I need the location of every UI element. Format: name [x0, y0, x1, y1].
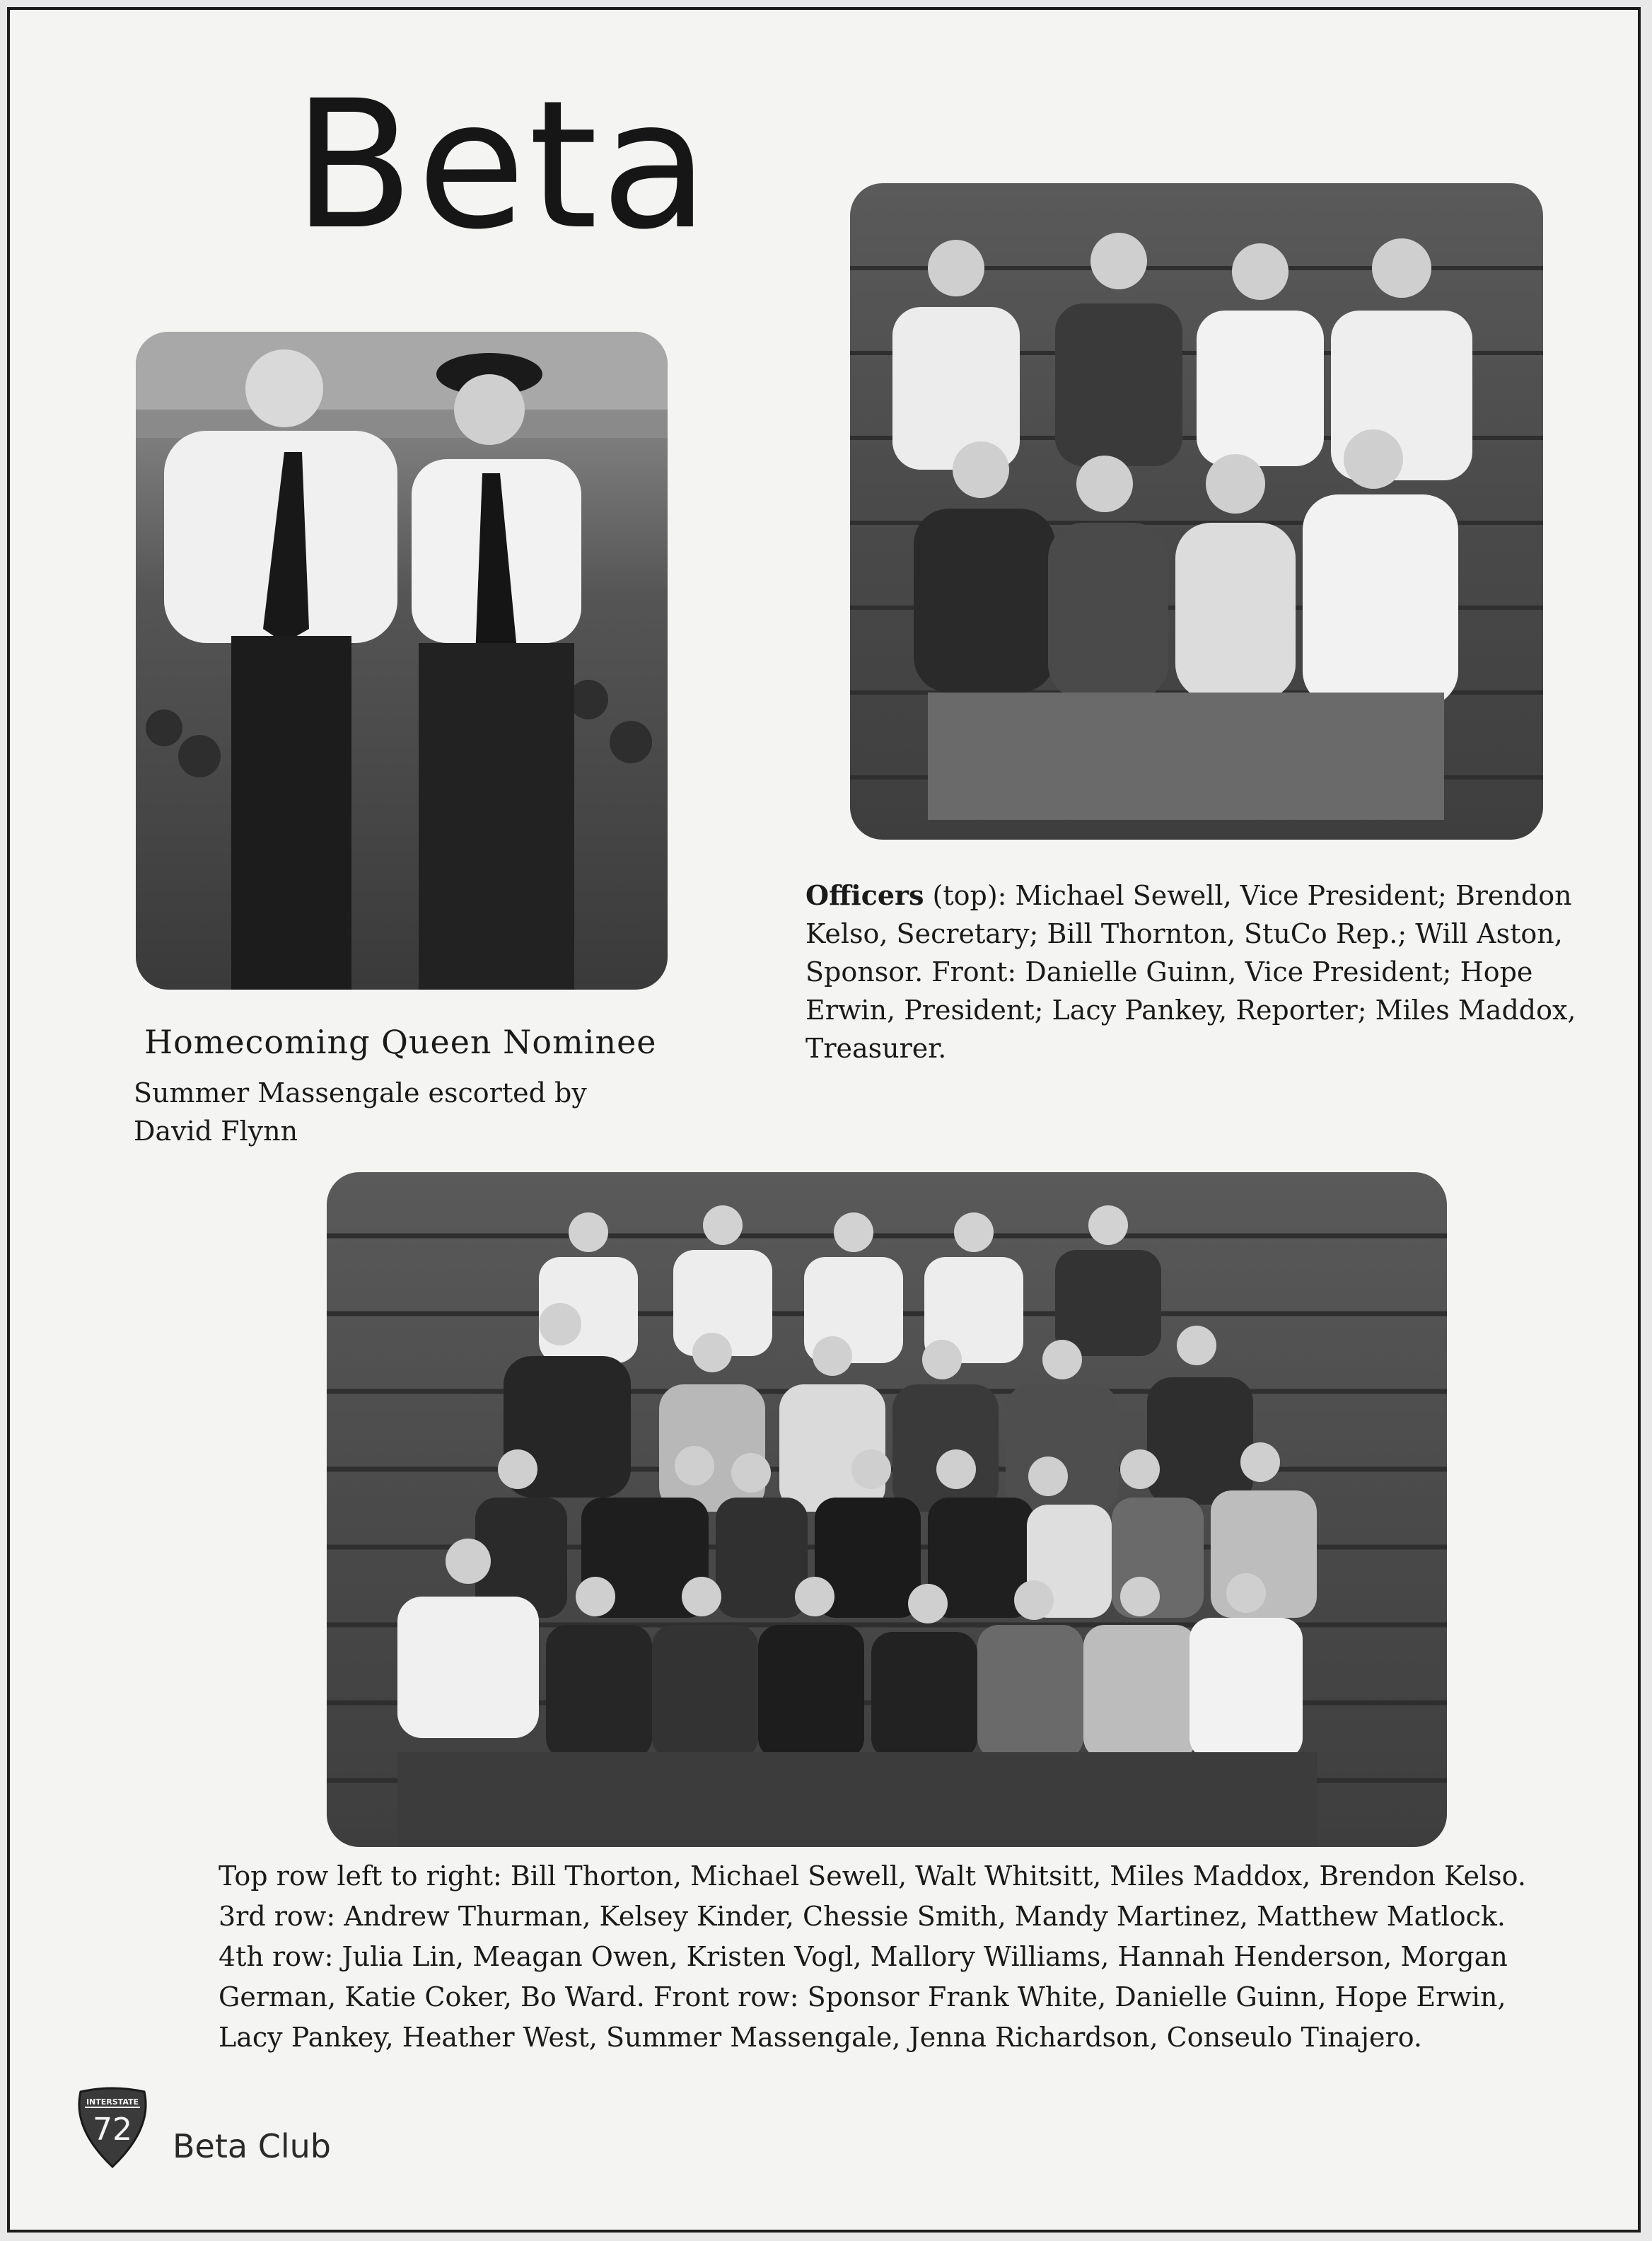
interstate-label: INTERSTATE — [86, 2097, 139, 2107]
officers-caption-lead: Officers — [805, 879, 924, 911]
homecoming-caption: Summer Massengale escorted by David Flynn — [134, 1077, 587, 1147]
homecoming-photo — [136, 332, 668, 990]
officers-caption-text: (top): Michael Sewell, Vice President; Brendon Kelso, Secretary; Bill Thornton, StuCo Rep.; Will Aston, Sponsor. Front: Danielle Guinn, Vice President; Hope Erwin, President; Lacy Pankey, Reporter; Miles Maddox, Treasurer. — [805, 880, 1576, 1064]
section-name: Beta Club — [173, 2127, 331, 2165]
group-caption: Top row left to right: Bill Thorton, Michael Sewell, Walt Whitsitt, Miles Maddox, Brendon Kelso. 3rd row: Andrew Thurman, Kelsey Kinder, Chessie Smith, Mandy Martinez, Matthew Matlock. 4th row: Julia Lin, Meagan Owen, Kristen Vogl, Mallory Williams, Hannah Henderson, Morgan German, Katie Coker, Bo Ward. Front row: Sponsor Frank White, Danielle Guinn, Hope Erwin, Lacy Pankey, Heather West, Summer Massengale, Jenna Richardson, Conseulo Tinajero. — [219, 1860, 1526, 2053]
interstate-shield-icon — [74, 2086, 151, 2170]
group-photo — [327, 1172, 1447, 1847]
page-number: 72 — [93, 2112, 132, 2148]
page-title: Beta — [293, 62, 712, 268]
officers-caption — [805, 876, 1583, 1067]
yearbook-page — [7, 7, 1641, 2233]
officers-photo — [850, 183, 1543, 840]
homecoming-heading: Homecoming Queen Nominee — [144, 1023, 657, 1061]
